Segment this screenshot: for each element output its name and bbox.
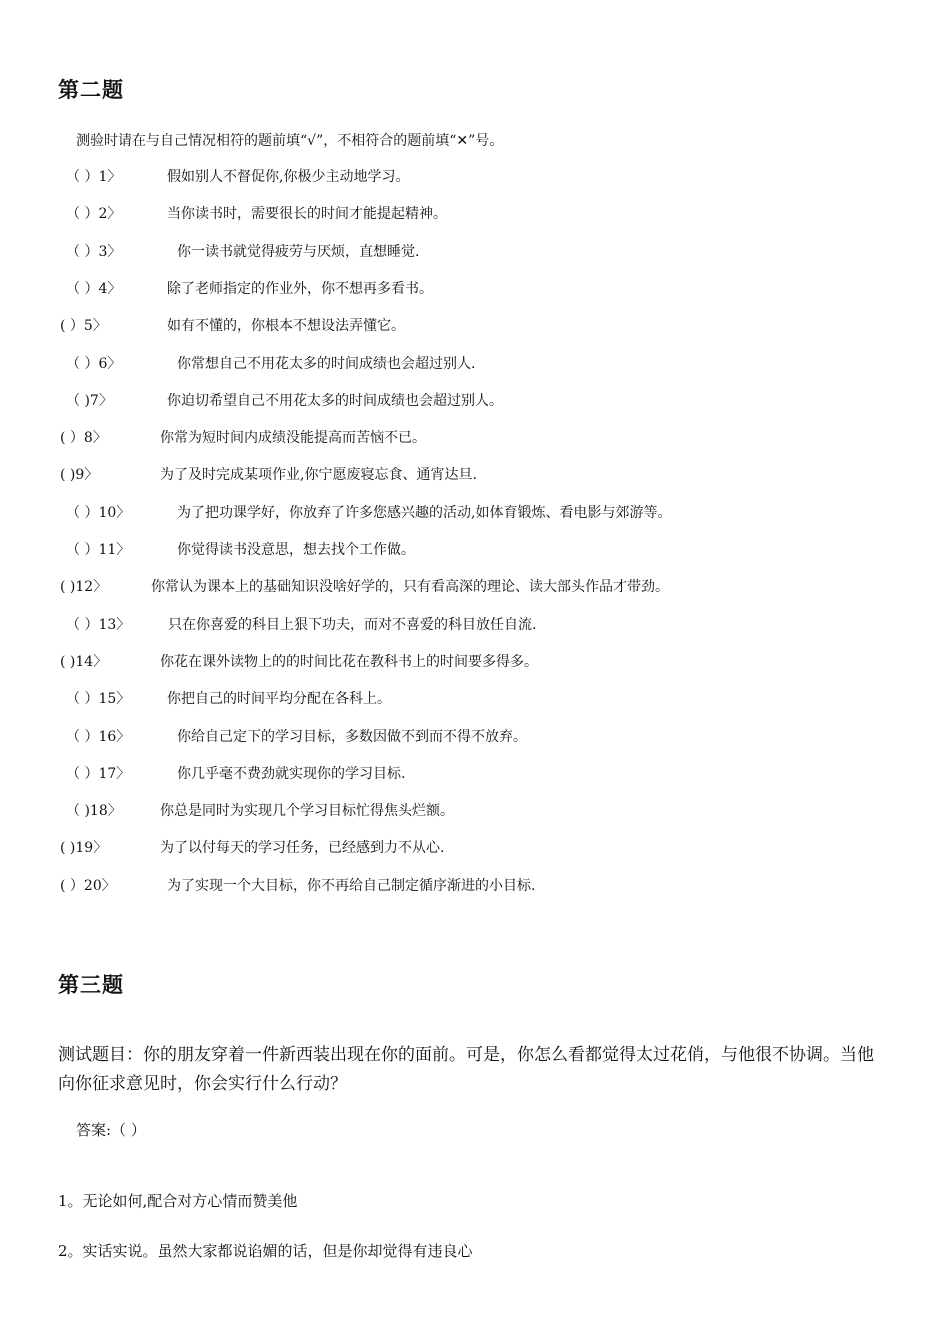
question-text: 你总是同时为实现几个学习目标忙得焦头烂额。 (160, 803, 454, 819)
question-text: 你花在课外读物上的的时间比花在教科书上的时间要多得多。 (160, 654, 538, 670)
question-text: 除了老师指定的作业外，你不想再多看书。 (167, 281, 433, 297)
question-number: （ )7〉 (66, 393, 113, 409)
question-number: （ ）16〉 (66, 729, 131, 745)
question-text: 你几乎毫不费劲就实现你的学习目标. (177, 766, 406, 782)
question-text: 只在你喜爱的科目上狠下功夫，而对不喜爱的科目放任自流. (168, 617, 537, 633)
question-text: 你觉得读书没意思，想去找个工作做。 (177, 542, 415, 558)
question-number: （ ）15〉 (66, 691, 131, 707)
question-text: 如有不懂的，你根本不想设法弄懂它。 (167, 318, 405, 334)
question-text: 为了实现一个大目标，你不再给自己制定循序渐进的小目标. (167, 878, 536, 894)
question-number: （ ）2〉 (66, 206, 122, 222)
question-number: ( ）8〉 (60, 430, 107, 446)
question-number: （ ）17〉 (66, 766, 131, 782)
question-number: ( )12〉 (60, 579, 108, 595)
option-2: 2。实话实说。虽然大家都说谄媚的话，但是你却觉得有违良心 (58, 1242, 473, 1260)
question-text: 当你读书时，需要很长的时间才能提起精神。 (167, 206, 447, 222)
option-1: 1。无论如何,配合对方心情而赞美他 (58, 1192, 298, 1210)
question-number: （ ）4〉 (66, 281, 122, 297)
section-2-instruction: 测验时请在与自己情况相符的题前填“√”，不相符合的题前填“✕”号。 (76, 133, 504, 149)
question-number: （ ）1〉 (66, 169, 122, 185)
question-text: 你给自己定下的学习目标，多数因做不到而不得不放弃。 (177, 729, 527, 745)
question-number: （ ）3〉 (66, 244, 122, 260)
question-number: （ )18〉 (66, 803, 122, 819)
answer-line: 答案:（ ） (76, 1121, 146, 1139)
question-number: ( ）5〉 (60, 318, 107, 334)
question-number: ( )14〉 (60, 654, 108, 670)
question-number: （ ）10〉 (66, 505, 131, 521)
section-3-title: 第三题 (58, 973, 124, 997)
question-text: 为了及时完成某项作业,你宁愿废寝忘食、通宵达旦. (160, 467, 477, 483)
question-number: （ ）6〉 (66, 356, 122, 372)
question-text: 为了把功课学好，你放弃了许多您感兴趣的活动,如体育锻炼、看电影与郊游等。 (177, 505, 672, 521)
question-text: 你迫切希望自己不用花太多的时间成绩也会超过别人。 (167, 393, 503, 409)
question-number: ( )19〉 (60, 840, 108, 856)
section-2-title: 第二题 (58, 78, 124, 102)
question-text: 你常为短时间内成绩没能提高而苦恼不已。 (160, 430, 426, 446)
question-text: 你一读书就觉得疲劳与厌烦，直想睡觉. (177, 244, 420, 260)
question-text: 你常想自己不用花太多的时间成绩也会超过别人. (177, 356, 476, 372)
question-number: （ ）13〉 (66, 617, 131, 633)
question-text: 假如别人不督促你,你极少主动地学习。 (167, 169, 410, 185)
question-number: （ ）11〉 (66, 542, 131, 558)
question-text: 你把自己的时间平均分配在各科上。 (167, 691, 391, 707)
question-number: ( )9〉 (60, 467, 99, 483)
question-text: 你常认为课本上的基础知识没啥好学的，只有看高深的理论、读大部头作品才带劲。 (151, 579, 669, 595)
question-text: 为了以付每天的学习任务，已经感到力不从心. (160, 840, 445, 856)
section-3-prompt: 测试题目：你的朋友穿着一件新西装出现在你的面前。可是，你怎么看都觉得太过花俏，与他很不协调。当他向你征求意见时，你会实行什么行动？ (58, 1045, 874, 1094)
question-number: ( ）20〉 (60, 878, 116, 894)
